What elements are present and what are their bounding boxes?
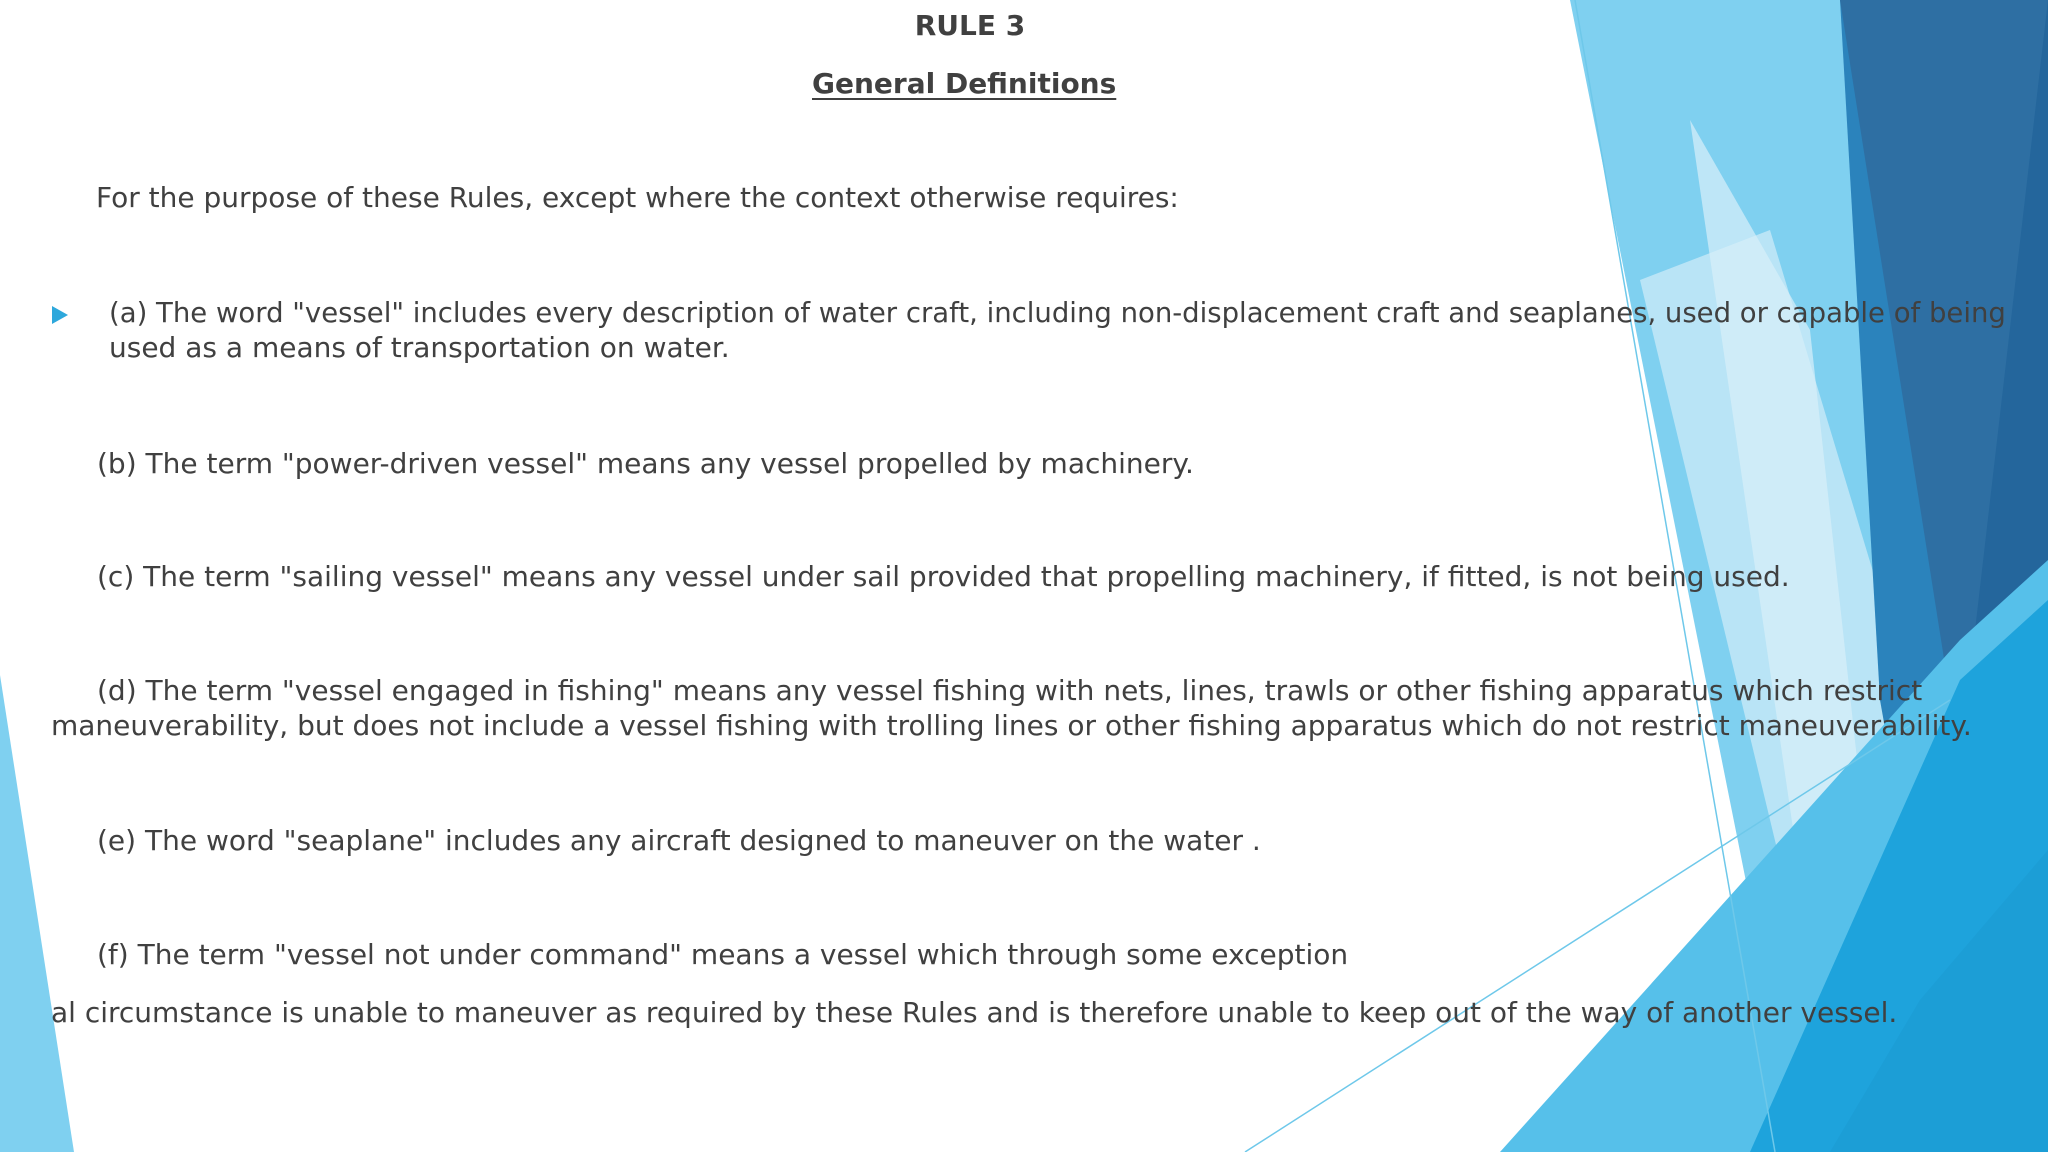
definition-c: (c) The term "sailing vessel" means any vessel under sail provided that propelling machinery, if fitted, is not being used.	[97, 560, 1790, 593]
definition-f-line-1: (f) The term "vessel not under command" means a vessel which through some exception	[97, 938, 1349, 971]
definition-e: (e) The word "seaplane" includes any aircraft designed to maneuver on the water .	[97, 824, 1261, 857]
definition-b: (b) The term "power-driven vessel" means any vessel propelled by machinery.	[97, 447, 1194, 480]
definition-a-line-1: (a) The word "vessel" includes every description of water craft, including non-displacement craft and seaplanes, used or capable of being	[109, 297, 2006, 329]
definition-a-line-2: used as a means of transportation on water.	[109, 331, 730, 364]
definition-f-line-2: al circumstance is unable to maneuver as required by these Rules and is therefore unable to keep out of the way of another vessel.	[51, 996, 1898, 1029]
definition-d-line-2: maneuverability, but does not include a vessel fishing with trolling lines or other fishing apparatus which do not restrict maneuverability.	[51, 709, 1972, 742]
intro-paragraph: For the purpose of these Rules, except where the context otherwise requires:	[96, 181, 1179, 214]
slide-title: RULE 3	[914, 9, 1026, 42]
slide-subtitle: General Definitions	[812, 67, 1117, 100]
definition-d-line-1: (d) The term "vessel engaged in fishing" means any vessel fishing with nets, lines, trawls or other fishing apparatus which restrict	[97, 674, 1923, 707]
bullet-arrow-icon	[52, 306, 68, 324]
